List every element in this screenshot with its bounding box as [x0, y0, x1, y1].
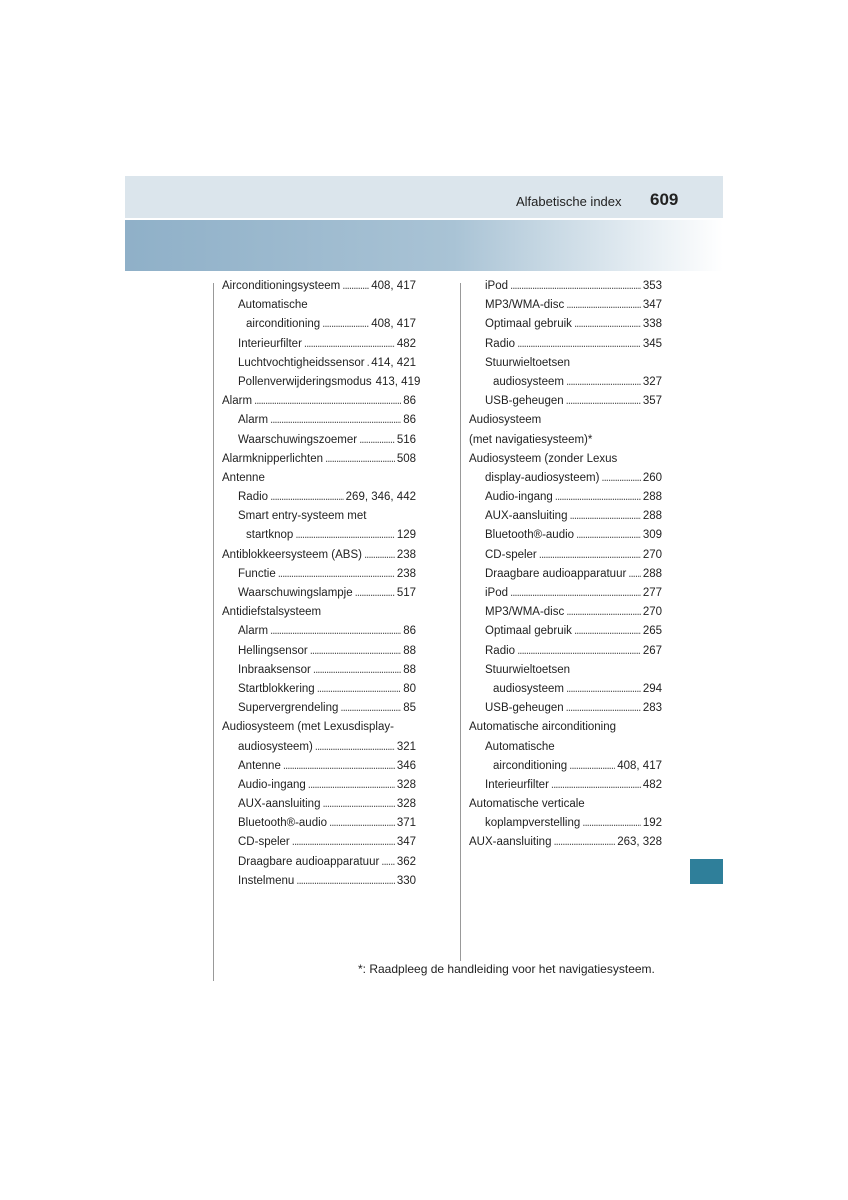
index-entry [222, 338, 416, 357]
leader-dots [292, 836, 395, 848]
leader-dots [381, 856, 395, 868]
entry-term: startknop [246, 529, 294, 542]
entry-page: 482 [642, 778, 662, 791]
index-entry [222, 606, 416, 625]
index-entry [469, 683, 662, 702]
entry-term: Alarm [238, 414, 269, 427]
leader-dots [342, 280, 369, 292]
leader-dots [555, 491, 641, 503]
entry-page: 86 [403, 414, 416, 427]
leader-dots [576, 529, 641, 541]
entry-page: 347 [396, 836, 416, 849]
index-entry [222, 299, 416, 318]
entry-page: 353 [642, 280, 662, 292]
leader-dots [359, 434, 395, 446]
entry-page: 238 [396, 548, 416, 561]
entry-page: 267 [642, 644, 662, 657]
footnote: *: Raadpleeg de handleiding voor het navigatiesysteem. [358, 962, 655, 976]
leader-dots [315, 741, 395, 753]
leader-dots [566, 299, 641, 311]
entry-term: Automatische [238, 299, 308, 312]
entry-term: audiosysteem [493, 375, 564, 388]
header-gradient-band [125, 220, 723, 271]
entry-term: Waarschuwingslampje [238, 587, 353, 599]
index-entry [222, 798, 416, 817]
entry-term: Alarm [238, 625, 269, 638]
entry-term: AUX-aansluiting [238, 798, 321, 811]
leader-dots [340, 702, 401, 714]
leader-dots [322, 318, 369, 330]
leader-dots [566, 376, 641, 388]
entry-page: 238 [396, 567, 416, 580]
entry-term: iPod [485, 280, 509, 292]
index-entry [222, 375, 421, 395]
entry-page: 371 [396, 817, 416, 830]
index-entry [469, 453, 662, 472]
entry-page: 263, 328 [617, 836, 662, 849]
entry-page: 346 [396, 759, 416, 772]
entry-page: 269, 346, 442 [345, 491, 416, 504]
entry-term: Hellingsensor [238, 644, 308, 657]
entry-term: AUX-aansluiting [485, 510, 568, 523]
entry-term: Airconditioningsysteem [222, 280, 341, 292]
entry-term: audiosysteem) [238, 740, 313, 753]
index-entry [222, 664, 416, 683]
entry-page: 260 [642, 471, 662, 484]
entry-page: 327 [642, 375, 662, 388]
leader-dots [364, 549, 395, 561]
leader-dots [270, 491, 344, 503]
entry-term: Stuurwieltoetsen [485, 356, 571, 369]
entry-term: Radio [485, 644, 516, 657]
entry-term: Optimaal gebruik [485, 318, 572, 331]
index-entry [222, 645, 416, 664]
index-entry [469, 357, 662, 376]
entry-term: Bluetooth®-audio [238, 817, 328, 830]
entry-term: Waarschuwingszoemer [238, 433, 358, 446]
entry-page: 283 [642, 702, 662, 715]
entry-term: Pollenverwijderingsmodus [238, 375, 372, 388]
entry-page: 517 [396, 587, 416, 599]
entry-page: 192 [642, 817, 662, 830]
index-entry [222, 721, 416, 740]
leader-dots [510, 280, 641, 292]
entry-page: 328 [396, 798, 416, 811]
section-title: Alfabetische index [516, 194, 622, 209]
leader-dots [278, 568, 395, 580]
index-entry [469, 338, 662, 357]
leader-dots [628, 568, 641, 580]
index-entry [469, 836, 662, 855]
leader-dots [539, 549, 641, 561]
index-entry [469, 779, 662, 798]
index-entry [469, 472, 662, 491]
index-column-1 [222, 280, 421, 894]
index-entry [222, 875, 416, 894]
leader-dots [566, 395, 641, 407]
entry-page: 129 [396, 529, 416, 542]
leader-dots [566, 702, 641, 714]
entry-term: Alarm [222, 395, 253, 408]
entry-page: 288 [642, 567, 662, 580]
entry-term: Alarmknipperlichten [222, 452, 323, 465]
index-entry [222, 836, 416, 855]
entry-term: Interieurfilter [485, 778, 549, 791]
index-entry [469, 587, 662, 606]
index-entry [469, 510, 662, 529]
entry-term: MP3/WMA-disc [485, 606, 565, 619]
entry-page: 338 [642, 318, 662, 331]
index-entry [469, 798, 662, 817]
entry-page: 86 [403, 625, 416, 638]
entry-term: Luchtvochtigheidssensor [238, 356, 365, 369]
entry-page: 88 [403, 644, 416, 657]
entry-term: CD-speler [485, 548, 537, 561]
index-entry [469, 318, 662, 337]
index-entry [222, 491, 416, 510]
index-entry [222, 472, 416, 491]
leader-dots [517, 338, 641, 350]
index-entry [469, 549, 662, 568]
entry-page: 330 [396, 874, 416, 887]
entry-page: 85 [403, 702, 416, 715]
entry-term: Audio-ingang [238, 778, 306, 791]
entry-term: CD-speler [238, 836, 290, 849]
index-entry [469, 817, 662, 836]
entry-page: 88 [403, 663, 416, 676]
index-entry [222, 587, 416, 606]
index-entry [222, 280, 416, 299]
entry-page: 408, 417 [617, 759, 662, 772]
index-entry [469, 395, 662, 414]
entry-page: 277 [642, 587, 662, 599]
index-entry [222, 702, 416, 721]
entry-page: 414, 421 [371, 356, 416, 369]
entry-page: 345 [642, 337, 662, 350]
index-entry [222, 856, 416, 875]
leader-dots [304, 338, 395, 350]
leader-dots [510, 587, 641, 599]
entry-term: display-audiosysteem) [485, 471, 600, 484]
entry-term: Stuurwieltoetsen [485, 663, 571, 676]
index-entry [469, 664, 662, 683]
entry-term: Audiosysteem [469, 414, 542, 427]
index-entry [469, 606, 662, 625]
header-band [125, 176, 723, 218]
leader-dots [310, 645, 402, 657]
entry-term: Audiosysteem (zonder Lexus [469, 452, 618, 465]
leader-dots [296, 875, 395, 887]
index-entry [222, 510, 416, 529]
leader-dots [308, 779, 395, 791]
index-column-2 [469, 280, 662, 856]
leader-dots [325, 453, 395, 465]
entry-term: Antenne [238, 759, 281, 772]
entry-term: iPod [485, 587, 509, 599]
index-entry [469, 741, 662, 760]
index-entry [469, 414, 662, 433]
entry-term: Antenne [222, 471, 265, 484]
entry-term: Instelmenu [238, 874, 295, 887]
entry-term: airconditioning [246, 318, 321, 331]
page-number: 609 [650, 190, 679, 209]
leader-dots [517, 645, 641, 657]
leader-dots [270, 625, 401, 637]
index-entry [222, 434, 416, 453]
entry-term: USB-geheugen [485, 395, 564, 408]
index-entry [469, 376, 662, 395]
leader-dots [322, 798, 394, 810]
index-entry [469, 280, 662, 299]
entry-page: 357 [642, 395, 662, 408]
index-entry [222, 453, 416, 472]
entry-page: 508 [396, 452, 416, 465]
entry-term: audiosysteem [493, 682, 564, 695]
left-rule [213, 283, 214, 981]
leader-dots [295, 529, 395, 541]
entry-term: Smart entry-systeem met [238, 510, 367, 523]
index-entry [222, 318, 416, 337]
leader-dots [569, 510, 640, 522]
entry-term: Automatische verticale [469, 798, 585, 811]
index-entry [222, 741, 416, 760]
entry-page: 294 [642, 682, 662, 695]
entry-term: Automatische [485, 740, 555, 753]
leader-dots [254, 395, 401, 407]
leader-dots [270, 414, 401, 426]
entry-page: 328 [396, 778, 416, 791]
index-entry [469, 645, 662, 664]
index-entry [222, 779, 416, 798]
entry-term: Antidiefstalsysteem [222, 606, 322, 619]
index-entry [222, 549, 416, 568]
entry-term: Antiblokkeersysteem (ABS) [222, 548, 362, 561]
column-divider [460, 283, 461, 961]
chapter-tab [690, 859, 723, 884]
entry-term: koplampverstelling [485, 817, 581, 830]
entry-term: Radio [485, 337, 516, 350]
entry-term: AUX-aansluiting [469, 836, 552, 849]
index-entry [222, 760, 416, 779]
index-entry [469, 299, 662, 318]
leader-dots [566, 683, 641, 695]
leader-dots [551, 779, 641, 791]
leader-dots [329, 817, 395, 829]
leader-dots [317, 683, 401, 695]
index-entry [469, 568, 662, 587]
leader-dots [566, 606, 641, 618]
entry-term: Audiosysteem (met Lexusdisplay- [222, 721, 394, 734]
leader-dots [283, 760, 395, 772]
index-entry [469, 434, 662, 453]
index-entry [222, 395, 416, 414]
entry-term: Optimaal gebruik [485, 625, 572, 638]
index-entry [222, 414, 416, 433]
entry-term: USB-geheugen [485, 702, 564, 715]
entry-term: airconditioning [493, 759, 568, 772]
entry-page: 270 [642, 548, 662, 561]
entry-term: Supervergrendeling [238, 702, 339, 715]
entry-term: Inbraaksensor [238, 663, 311, 676]
index-entry [469, 491, 662, 510]
entry-page: 516 [396, 433, 416, 446]
leader-dots [367, 357, 370, 369]
leader-dots [313, 664, 401, 676]
entry-term: Draagbare audioapparatuur [238, 855, 380, 868]
entry-term: Functie [238, 567, 276, 580]
index-entry [469, 760, 662, 779]
entry-page: 309 [642, 529, 662, 542]
leader-dots [574, 318, 641, 330]
index-entry [222, 568, 416, 587]
index-entry [222, 529, 416, 548]
entry-page: 408, 417 [371, 280, 416, 292]
index-entry [222, 357, 416, 376]
index-entry [469, 721, 662, 740]
entry-term: Interieurfilter [238, 337, 302, 350]
entry-page: 408, 417 [371, 318, 416, 331]
entry-term: Audio-ingang [485, 491, 553, 504]
entry-page: 80 [403, 682, 416, 695]
entry-term: Automatische airconditioning [469, 721, 617, 734]
entry-term: Bluetooth®-audio [485, 529, 575, 542]
entry-term: Radio [238, 491, 269, 504]
leader-dots [582, 817, 641, 829]
index-entry [222, 683, 416, 702]
entry-page: 270 [642, 606, 662, 619]
leader-dots [601, 472, 640, 484]
entry-page: 413, 419 [375, 375, 421, 388]
entry-page: 482 [396, 337, 416, 350]
leader-dots [553, 836, 615, 848]
leader-dots [574, 625, 641, 637]
entry-page: 347 [642, 299, 662, 312]
entry-term: MP3/WMA-disc [485, 299, 565, 312]
entry-page: 362 [396, 855, 416, 868]
index-entry [222, 625, 416, 644]
leader-dots [569, 760, 615, 772]
entry-page: 288 [642, 491, 662, 504]
index-entry [469, 625, 662, 644]
leader-dots [355, 587, 395, 599]
index-entry [222, 817, 416, 836]
entry-page: 265 [642, 625, 662, 638]
index-entry [469, 529, 662, 548]
entry-page: 321 [396, 740, 416, 753]
entry-page: 86 [403, 395, 416, 408]
entry-term: Startblokkering [238, 682, 315, 695]
entry-page: 288 [642, 510, 662, 523]
entry-term: (met navigatiesysteem)* [469, 433, 593, 446]
entry-term: Draagbare audioapparatuur [485, 567, 627, 580]
index-entry [469, 702, 662, 721]
